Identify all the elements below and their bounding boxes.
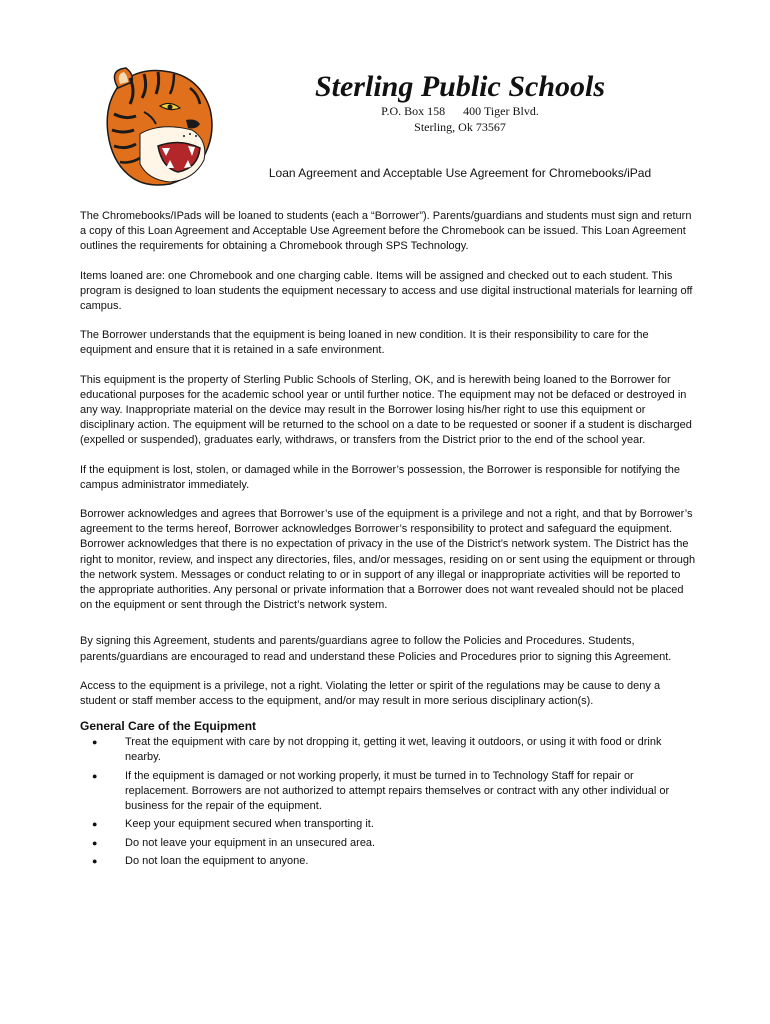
list-item [80,817,698,832]
street-address: 400 Tiger Blvd. [463,104,539,118]
list-item [80,769,698,815]
paragraph: By signing this Agreement, students and parents/guardians agree to follow the Policies and Procedures. Students, parents/guardians are encouraged to read and understand these Policies and Procedures prior to signing this Agreement. [80,635,672,663]
address-line-1 [260,103,660,119]
list-item [80,735,698,765]
po-box: P.O. Box 158 [381,104,446,118]
section-heading-general-care: General Care of the Equipment [80,719,257,734]
list-item-text: Keep your equipment secured when transporting it. [125,818,374,831]
address-line-2: Sterling, Ok 73567 [414,120,506,134]
paragraph: This equipment is the property of Sterling Public Schools of Sterling, OK, and is herewith being loaned to the Borrower for educational purposes for the academic school year or until further notice. The equipment may not be defaced or destroyed in any way. Inappropriate material on the device may result in the Borrower losing his/her right to use this equipment or disciplinary action. The equipment will be returned to the school on a date to be requested or sooner if a student is discharged (expelled or suspended), graduates early, withdraws, or transfers from the District prior to the end of the school year. [80,373,692,447]
bullet-icon: ● [92,837,98,848]
tiger-mascot-icon [100,64,218,192]
paragraph: Items loaned are: one Chromebook and one charging cable. Items will be assigned and checked out to each student. This program is designed to loan students the equipment necessary to access and use digital instructional materials for learning off campus. [80,269,693,313]
general-care-list [80,735,698,869]
document-title: Loan Agreement and Acceptable Use Agreement for Chromebooks/iPad [268,166,652,180]
list-item [80,836,698,851]
bullet-icon: ● [92,819,98,830]
paragraph: Access to the equipment is a privilege, not a right. Violating the letter or spirit of the regulations may be cause to deny a student or staff member access to the equipment, and/or may result in more serious disciplinary action(s). [80,679,661,708]
list-item-text: Do not leave your equipment in an unsecured area. [125,836,376,849]
list-item-text: If the equipment is damaged or not working properly, it must be turned in to Technology Staff for repair or replacement. Borrowers are not authorized to attempt repairs themselves or contract with any other individual or business for the repair of the equipment. [125,769,670,813]
paragraph: Borrower acknowledges and agrees that Borrower’s use of the equipment is a privilege and not a right, and that by Borrower’s agreement to the terms hereof, Borrower acknowledges Borrower’s responsibility to protect and safeguard the equipment. Borrower acknowledges that there is no expectation of privacy in the use of the District’s network system. The District has the right to monitor, review, and inspect any directories, files, and/or messages, residing on or sent using the equipment or through the network system. Messages or conduct relating to or in support of any illegal or inappropriate activities will be reported to the appropriate authorities. Any personal or private information that a Borrower does not want revealed should not be placed on the equipment or sent through the District’s network system. [80,508,696,612]
paragraph: If the equipment is lost, stolen, or damaged while in the Borrower’s possession, the Borrower is responsible for notifying the campus administrator immediately. [80,463,681,491]
document-body [80,209,698,872]
bullet-icon: ● [92,770,98,781]
school-name: Sterling Public Schools [314,70,606,103]
list-item-text: Treat the equipment with care by not dropping it, getting it wet, leaving it outdoors, or using it with food or drink nearby. [125,736,662,764]
bullet-icon: ● [92,855,98,866]
paragraph: The Chromebooks/IPads will be loaned to students (each a “Borrower”). Parents/guardians and students must sign and return a copy of this Loan Agreement and Acceptable Use Agreement before the Chromebook can be issued. This Loan Agreement outlines the requirements for obtaining a Chromebook through SPS Technology. [80,210,692,253]
paragraph: The Borrower understands that the equipment is being loaned in new condition. It is their responsibility to care for the equipment and ensure that it is retained in a safe environment. [80,329,649,357]
list-item-text: Do not loan the equipment to anyone. [125,854,309,867]
bullet-icon: ● [92,737,98,748]
list-item [80,854,698,869]
